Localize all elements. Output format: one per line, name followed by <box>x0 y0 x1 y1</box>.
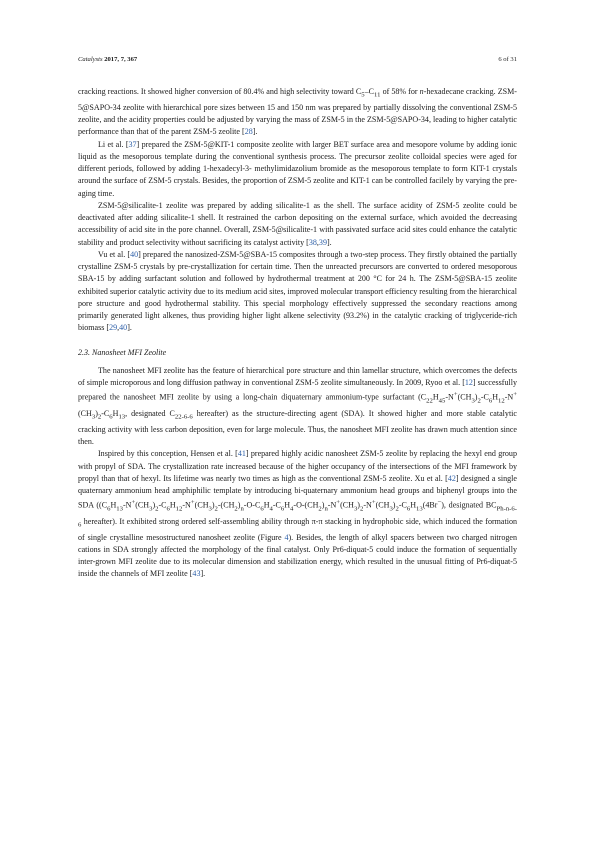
paragraph: cracking reactions. It showed higher conversion of 80.4% and high selectivity toward $C_5-C_{11}$ of 58% for n-hexadecane cracking. ZSM-5@SAPO-34 zeolite with hierarchical pore sizes between 15 and 150 nm was prepared by partially dissolving the conventional ZSM-5 zeolite, and the acidity properties could be adjusted by varying the mass of ZSM-5 in the ZSM-5@SAPO-34, leading to higher catalytic performance than that of the parent ZSM-5 zeolite [28]. <box>78 87 517 137</box>
citation-link[interactable]: 42 <box>447 473 456 483</box>
citation-link[interactable]: 29 <box>109 323 118 333</box>
citation-link[interactable]: 41 <box>237 449 246 459</box>
paragraph: Li et al. [37] prepared the ZSM-5@KIT-1 composite zeolite with larger BET surface area and mesopore volume by adding ionic liquid as the mesoporous template during the conventional synthesis process. The precursor zeolite colloidal species were aged for different periods, followed by adding 1-hexadecyl-3- methylimidazolium bromide as the mesoporous template to form KIT-1 crystals around the surface of ZSM-5 crystals. Besides, the proportion of ZSM-5 zeolite and KIT-1 can be controlled facilely by varying the pre-aging time. <box>78 139 517 198</box>
citation-link[interactable]: 28 <box>244 127 253 137</box>
paragraph: ZSM-5@silicalite-1 zeolite was prepared by adding silicalite-1 as the shell. The surface acidity of ZSM-5 zeolite could be deactivated after adding silicalite-1 shell. It restrained the carbon depositing on the external surface, which avoided the decreasing accessibility of acid site in the pore channel. Overall, ZSM-5@silicalite-1 with passivated surface acid sites could enhance the catalytic stability and product selectivity without sacrificing its catalyst activity [38,39]. <box>78 200 517 247</box>
citation-link[interactable]: 43 <box>192 569 201 579</box>
page-number: 6 of 31 <box>498 56 517 63</box>
paragraph: The nanosheet MFI zeolite has the feature of hierarchical pore structure and thin lamellar structure, which overcomes the defects of simple microporous and long diffusion pathway in conventional ZSM-5 zeolite simultaneously. In 2009, Ryoo et al. [12] successfully prepared the nanosheet MFI zeolite by using a long-chain diquaternary ammonium-type surfactant ($C_{22}H_{45}-N^+(CH_3)_2-C_6H_{12}-N^+(CH_3)_2-C_6H_{13}$, designated $C_{22-6-6}$ hereafter) as the structure-directing agent (SDA). It showed higher and more stable catalytic cracking activity with less carbon deposition, even for large molecule. Thus, the nanosheet MFI zeolite has drawn much attention since then. <box>78 365 517 446</box>
paragraph: Inspired by this conception, Hensen et al. [41] prepared highly acidic nanosheet ZSM-5 zeolite by replacing the hexyl end group with propyl of SDA. The crystallization rate increased because of the higher occupancy of the intersections of the MFI framework by propyl than that of hexyl. Its lifetime was nearly two times as high as the conventional ZSM-5 zeolite. Xu et al. [42] designed a single quaternary ammonium head amphiphilic template by introducing bi-quaternary ammonium head groups and biphenyl groups into the SDA (($C_6H_{13}-N^+(CH_3)_2-C_6H_{12}-N^+(CH_3)_2-(CH_2)_n-O-C_6H_4-C_6H_4-O-(CH_2)_n-N^+(CH_3)_2-N^+(CH_3)_2-C_6H_{13}(4Br^-)$, designated $BC_{Ph-n-6-6}$ hereafter). It exhibited strong ordered self-assembling ability through π-π stacking in hydrophobic side, which induced the formation of single crystalline mesostructured nanosheet zeolite (Figure 4). Besides, the length of alkyl spacers between two charged nitrogen cations in SDA strongly affected the morphology of the final catalyst. Only Pr6-diquat-5 could induce the formation of sequentially inter-grown MFI zeolite due to its molecular dimension and stabilization energy, which resulted in the unusual fitting of Pr6-diquat-5 inside the channels of MFI zeolite [43]. <box>78 449 517 579</box>
paragraph: Vu et al. [40] prepared the nanosized-ZSM-5@SBA-15 composites through a two-step process. They firstly obtained the partially crystalline ZSM-5 crystals by pre-crystallization for certain time. Then the unreacted precursors are converted to ordered mesoporous SBA-15 by adding surfactant solution and followed by hydrothermal treatment at 200 °C for 24 h. The ZSM-5@SBA-15 zeolite exhibited superior catalytic activity due to its medium acid sites, improved molecular transport efficiency resulting from the hierarchical pore structure and good hydrothermal stability. This special morphology effectively suppressed the secondary reactions among primarily generated light alkenes, thus providing higher light alkene selectivity (93.2%) in the catalytic cracking of triglyceride-rich biomass [29,40]. <box>78 249 517 333</box>
paragraph-group <box>78 86 517 335</box>
citation-link[interactable]: 4 <box>284 532 289 542</box>
year-volume: 2017, 7, 367 <box>104 56 138 63</box>
citation-link[interactable]: 37 <box>128 139 137 149</box>
citation-link[interactable]: 40 <box>130 249 139 259</box>
journal-citation <box>78 56 137 63</box>
citation-link[interactable]: 40 <box>119 323 128 333</box>
journal-name: Catalysts <box>78 56 103 63</box>
running-header <box>78 56 517 63</box>
citation-link[interactable]: 38 <box>308 237 317 247</box>
section-heading: 2.3. Nanosheet MFI Zeolite <box>78 347 167 357</box>
section-paragraph-group <box>78 365 517 581</box>
citation-link[interactable]: 12 <box>464 378 473 388</box>
citation-link[interactable]: 39 <box>318 237 327 247</box>
article-body <box>78 86 517 581</box>
